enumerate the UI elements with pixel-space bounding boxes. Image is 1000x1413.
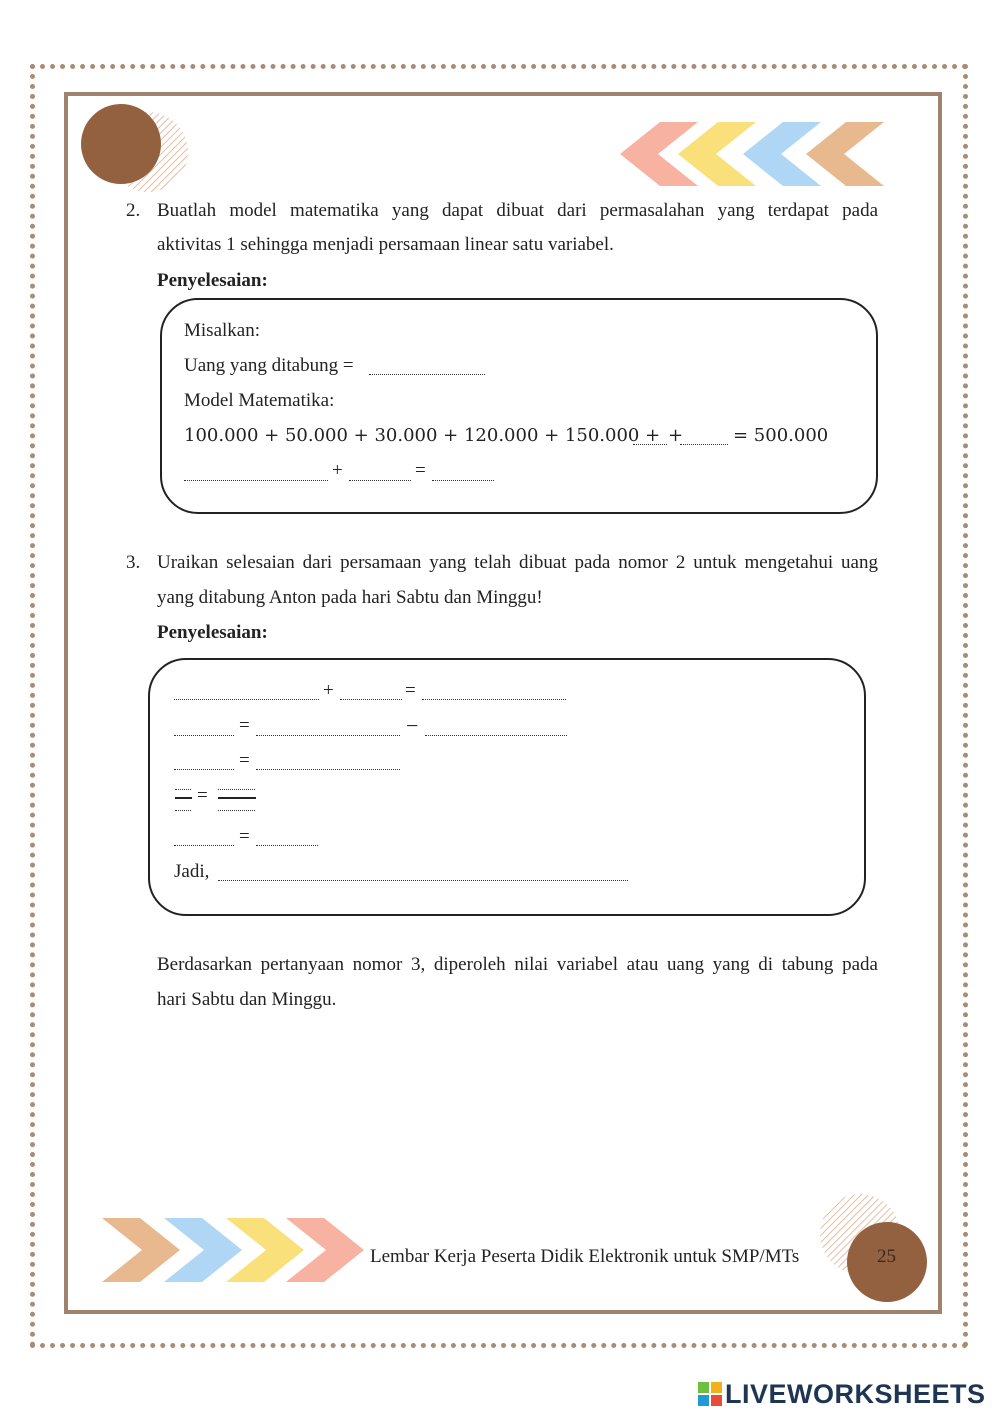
- jadi-label: Jadi,: [174, 861, 210, 882]
- step1-plus: +: [323, 680, 334, 701]
- simplified-blank-1[interactable]: [184, 480, 328, 481]
- fraction-left-denominator[interactable]: [175, 810, 191, 811]
- page-number: 25: [877, 1246, 896, 1267]
- simplified-equals: =: [415, 460, 426, 481]
- uang-ditabung-label: Uang yang ditabung =: [184, 355, 354, 376]
- fraction-right-numerator[interactable]: [218, 789, 255, 790]
- liveworksheets-logo-icon: [698, 1382, 722, 1406]
- question-2-number: 2.: [126, 200, 141, 221]
- step2-blank-3[interactable]: [425, 735, 567, 736]
- fraction-left-bar: [175, 797, 192, 799]
- step1-blank-3[interactable]: [422, 699, 566, 700]
- fraction-left-numerator[interactable]: [175, 789, 191, 790]
- brown-circle: [81, 104, 161, 184]
- step5-equals: =: [239, 826, 250, 847]
- step2-equals: =: [239, 715, 250, 736]
- step2-minus: −: [406, 713, 419, 738]
- answer-box-question-3: [148, 658, 866, 916]
- simplified-blank-2[interactable]: [349, 480, 411, 481]
- conclusion-blank[interactable]: [218, 880, 628, 881]
- simplified-plus: +: [332, 460, 343, 481]
- step3-blank-2[interactable]: [256, 769, 400, 770]
- decor-chevrons-top: [616, 120, 888, 188]
- conclusion-line-1: Berdasarkan pertanyaan nomor 3, diperoleh nilai variabel atau uang yang di tabung pada: [157, 954, 878, 975]
- step5-blank-2[interactable]: [256, 845, 318, 846]
- liveworksheets-brand: LIVEWORKSHEETS: [725, 1378, 986, 1409]
- question-3-line-2: yang ditabung Anton pada hari Sabtu dan Minggu!: [157, 587, 543, 608]
- fraction-right-bar: [218, 797, 256, 799]
- equation-plus: +: [668, 425, 684, 446]
- fraction-equals: =: [197, 785, 208, 806]
- decor-circles-top-left: [78, 102, 194, 192]
- simplified-blank-3[interactable]: [432, 480, 494, 481]
- question-2-line-1: Buatlah model matematika yang dapat dibuat dari permasalahan yang terdapat pada: [157, 200, 878, 221]
- model-equation: 100.000 + 50.000 + 30.000 + 120.000 + 150.000 +: [184, 425, 661, 446]
- step3-blank-1[interactable]: [174, 769, 234, 770]
- equation-result: = 500.000: [733, 425, 829, 446]
- liveworksheets-watermark: [698, 1378, 986, 1410]
- question-2-line-2: aktivitas 1 sehingga menjadi persamaan linear satu variabel.: [157, 234, 614, 255]
- footer-title: Lembar Kerja Peserta Didik Elektronik untuk SMP/MTs: [370, 1246, 800, 1267]
- step1-equals: =: [405, 680, 416, 701]
- model-matematika-label: Model Matematika:: [184, 390, 335, 411]
- fraction-right-denominator[interactable]: [218, 810, 255, 811]
- step1-blank-2[interactable]: [340, 699, 402, 700]
- decor-circles-bottom-right: [816, 1190, 932, 1306]
- uang-ditabung-blank[interactable]: [369, 374, 485, 375]
- equation-blank-1[interactable]: [633, 444, 667, 445]
- step2-blank-2[interactable]: [256, 735, 400, 736]
- decor-chevrons-bottom: [100, 1216, 366, 1284]
- step3-equals: =: [239, 750, 250, 771]
- equation-blank-2[interactable]: [680, 444, 728, 445]
- misalkan-label: Misalkan:: [184, 320, 260, 341]
- chevron-tan: [806, 122, 884, 186]
- question-2-solution-label: Penyelesaian:: [157, 270, 268, 291]
- chevron-tan-bottom: [102, 1218, 180, 1282]
- step2-blank-1[interactable]: [174, 735, 234, 736]
- step1-blank-1[interactable]: [174, 699, 319, 700]
- question-3-number: 3.: [126, 552, 141, 573]
- question-3-solution-label: Penyelesaian:: [157, 622, 268, 643]
- question-3-line-1: Uraikan selesaian dari persamaan yang telah dibuat pada nomor 2 untuk mengetahui uang: [157, 552, 878, 573]
- step5-blank-1[interactable]: [174, 845, 234, 846]
- conclusion-line-2: hari Sabtu dan Minggu.: [157, 989, 337, 1010]
